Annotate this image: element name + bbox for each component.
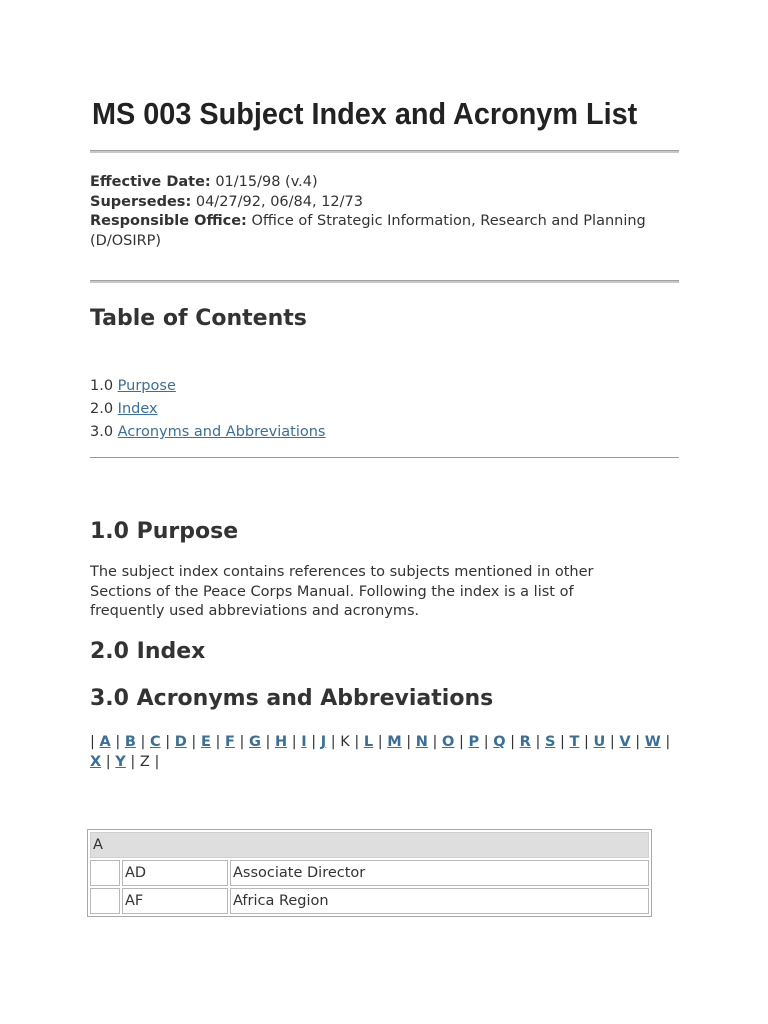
divider [90,150,679,153]
letter-index-item [416,734,438,750]
letter-link-w[interactable]: W [644,734,661,750]
meaning-cell: Associate Director [230,860,649,886]
letter-link-g[interactable]: G [248,734,261,750]
toc-item [90,375,326,398]
letter-link-i[interactable]: I [301,734,307,750]
responsible-office-line [90,212,685,251]
letter-index-item [468,734,488,750]
letter-link-l[interactable]: L [363,734,374,750]
effective-date-line [90,173,685,193]
letter-link-v[interactable]: V [619,734,631,750]
separator: | [160,734,171,750]
letter-link-c[interactable]: C [150,734,161,750]
letter-index-item [570,734,589,750]
purpose-paragraph: The subject index contains references to subjects mentioned in other Sections of the Peace Corps Manual. Following the index is a list of frequently used abbreviations and acronyms. [90,564,594,619]
document-metadata [90,173,685,251]
separator: | [186,734,197,750]
supersedes-label: Supersedes: [90,193,192,210]
letter-link-n[interactable]: N [415,734,428,750]
letter-index-item [364,734,383,750]
letter-index-item [619,734,640,750]
responsible-office-value: Office of Strategic Information, Research and Planning (D/OSIRP) [90,213,646,249]
separator: | [260,734,271,750]
letter-link-p[interactable]: P [468,734,480,750]
letter-link-f[interactable]: F [224,734,235,750]
toc-item [90,398,326,421]
letter-link-u[interactable]: U [593,734,606,750]
separator: | [210,734,221,750]
letter-index-item [594,734,615,750]
divider [90,280,679,283]
letter-link-e[interactable]: E [200,734,211,750]
separator: | [125,753,136,770]
toc-link-index[interactable]: Index [117,401,158,417]
separator: | [234,734,245,750]
table-group-row [90,832,649,858]
separator: | [373,734,383,750]
letter-link-a[interactable]: A [99,734,111,750]
page-title: MS 003 Subject Index and Acronym List [92,96,638,131]
toc-item-number: 1.0 [90,378,114,394]
separator: | [660,734,671,750]
separator: | [505,734,516,750]
effective-date-value: 01/15/98 (v.4) [215,174,318,190]
letter-index-item [90,754,111,770]
effective-date-label: Effective Date: [90,174,211,190]
separator: | [135,734,146,750]
letter-index-item [645,734,671,750]
letter-index-item [140,754,159,770]
letter-index-item [387,734,411,750]
separator: | [605,734,615,750]
separator: | [555,734,565,750]
letter-index-item [442,734,464,750]
separator: | [427,734,438,750]
divider [90,457,679,458]
letter-index-item [125,734,146,750]
separator: | [101,753,111,770]
letter-link-d[interactable]: D [174,734,187,750]
separator: | [326,734,336,750]
indent-cell [90,860,120,886]
separator: | [287,734,297,750]
toc-heading: Table of Contents [90,306,307,331]
table-row [90,860,649,886]
purpose-heading: 1.0 Purpose [90,519,239,544]
letter-link-s[interactable]: S [544,734,556,750]
separator: | [110,734,121,750]
indent-cell [90,888,120,914]
separator: | [454,734,464,750]
toc-link-purpose[interactable]: Purpose [117,378,176,394]
letter-link-t[interactable]: T [569,734,580,750]
letter-index-item [115,754,135,770]
toc-item-number: 3.0 [90,424,114,440]
letter-index-item [301,734,316,750]
letter-index-item [225,734,244,750]
acronym-cell: AF [122,888,228,914]
separator: | [530,734,541,750]
toc-item-number: 2.0 [90,401,114,417]
toc-link-acronyms[interactable]: Acronyms and Abbreviations [117,424,326,440]
group-letter: A [90,832,649,858]
letter-index-item [520,734,541,750]
table-of-contents [90,375,326,444]
letter-link-b[interactable]: B [124,734,136,750]
separator: | [579,734,589,750]
separator: | [90,734,100,750]
letter-link-r[interactable]: R [519,734,531,750]
separator: | [479,734,489,750]
separator: | [630,734,641,750]
letter-link-y[interactable]: Y [115,753,126,770]
letter-link-m[interactable]: M [387,734,402,750]
letter-index-item [100,734,121,750]
letter-link-z: Z [139,753,150,770]
letter-index-item [545,734,565,750]
letter-index-item [275,734,297,750]
toc-item [90,421,326,444]
letter-link-o[interactable]: O [442,734,455,750]
letter-index-item [175,734,197,750]
letter-index [90,733,680,772]
letter-index-item [321,734,336,750]
supersedes-value: 04/27/92, 06/84, 12/73 [195,193,363,210]
letter-link-h[interactable]: H [274,734,288,750]
separator: | [401,734,412,750]
responsible-office-label: Responsible Office: [90,213,247,229]
letter-link-x[interactable]: X [90,753,102,770]
letter-index-item [340,734,359,750]
acronym-table [87,829,652,917]
supersedes-line [90,193,685,213]
index-heading: 2.0 Index [90,639,206,664]
separator: | [349,734,360,750]
table-row [90,888,649,914]
letter-link-k: K [340,734,350,750]
letter-link-q[interactable]: Q [493,734,506,750]
letter-index-item [150,734,170,750]
letter-link-j[interactable]: J [320,734,327,750]
meaning-cell: Africa Region [230,888,649,914]
letter-index-item [493,734,515,750]
acronym-cell: AD [122,860,228,886]
letter-index-item [249,734,270,750]
acronyms-heading: 3.0 Acronyms and Abbreviations [90,686,494,711]
separator: | [306,734,317,750]
letter-index-item [201,734,220,750]
separator: | [149,753,160,770]
